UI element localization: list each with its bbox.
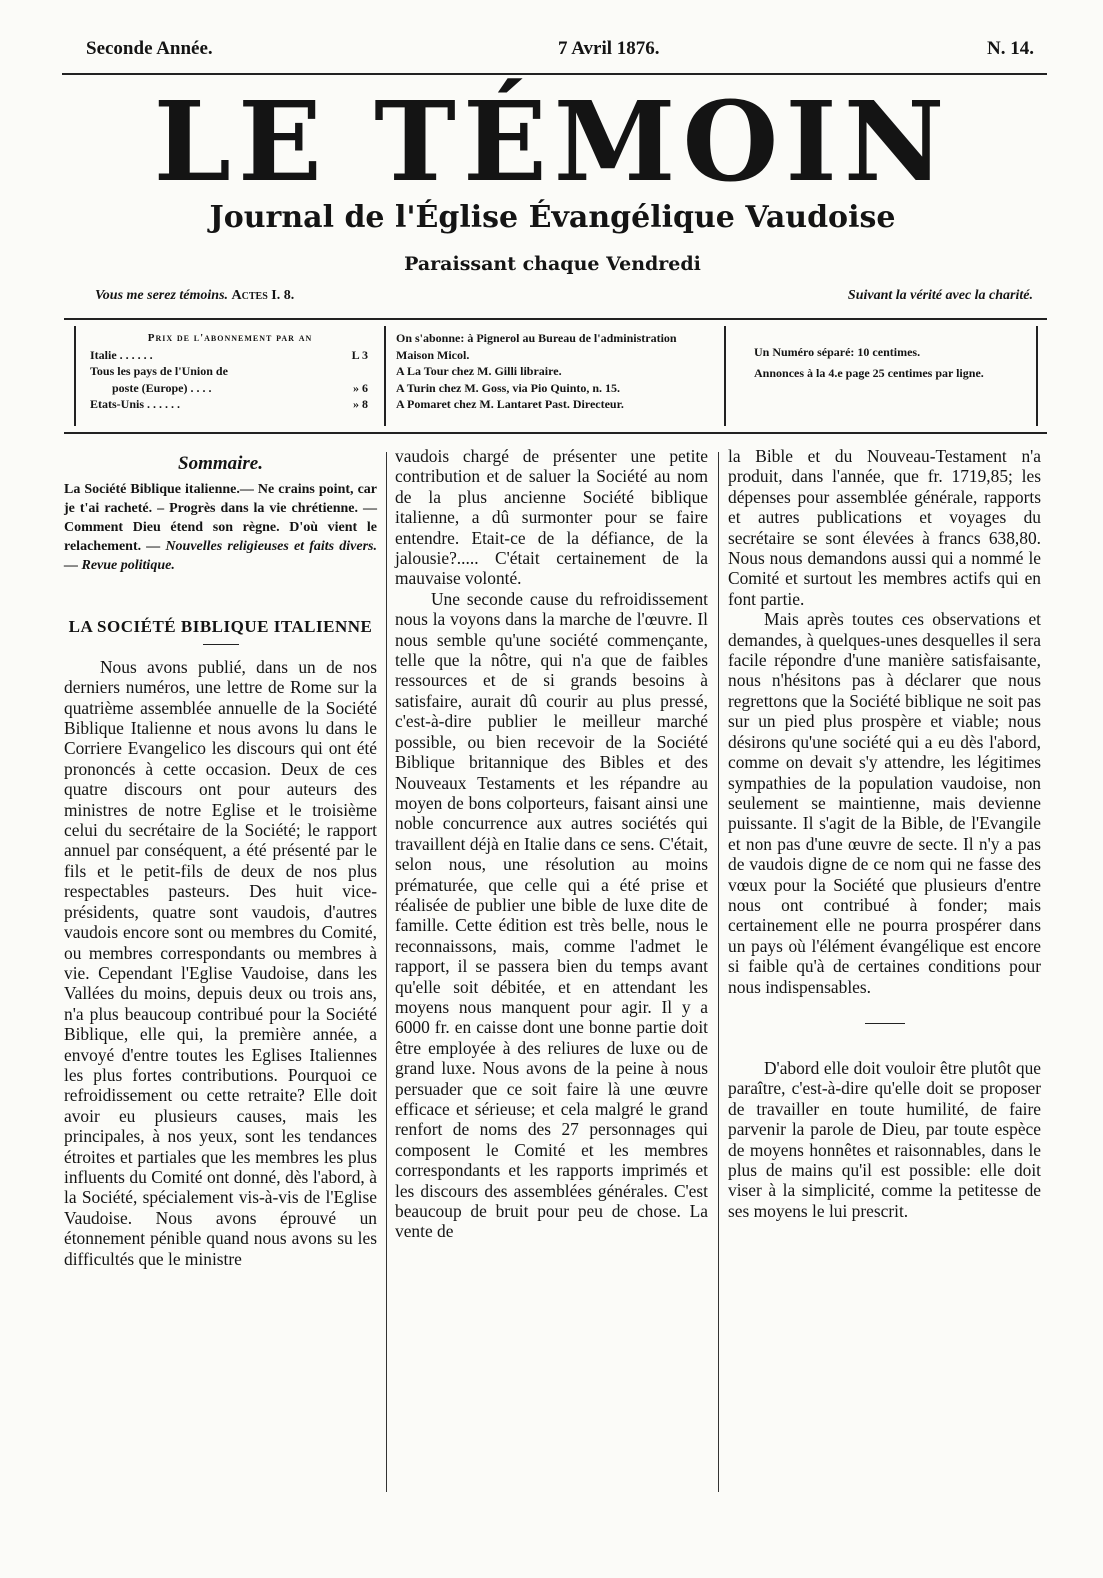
motto-right: Suivant la vérité avec la charité.: [847, 288, 1033, 303]
subscription-prices: [90, 330, 370, 413]
sommaire-text: La Société Biblique italienne.— Ne crains point, car je t'ai racheté. – Progrès dans la vie chrétienne. — Comment Dieu étend son règne. D'où vient le relachement. — Nouvelles religieuses et faits divers. — Revue politique.: [64, 482, 378, 574]
subscription-offices: [396, 330, 716, 413]
subscription-box: [64, 318, 1047, 434]
column-3: [728, 446, 1041, 1221]
article-title: LA SOCIÉTÉ BIBLIQUE ITALIENNE: [68, 617, 373, 637]
section-dash: [865, 1023, 905, 1024]
box-divider: [74, 326, 76, 426]
box-divider: [1036, 326, 1038, 426]
article-paragraph: la Bible et du Nouveau-Testament n'a produit, dans l'année, que fr. 1719,85; les dépenses pour assemblée générale, rapports et autres publications et voyages du secrétaire se sont élevées à francs 638,80. Nous nous demandons aussi qui a nommé le Comité et surtout les membres actifs qui en font partie.: [728, 446, 1041, 609]
price-row: Tous les pays de l'Union de: [90, 364, 228, 378]
price-line: Annonces à la 4.e page 25 centimes par ligne.: [754, 366, 984, 380]
sommaire-heading: Sommaire.: [178, 453, 263, 474]
office-line: On s'abonne: à Pignerol au Bureau de l'administration Maison Micol.: [396, 331, 677, 362]
publication-frequency: Paraissant chaque Vendredi: [404, 253, 701, 275]
price-line: Un Numéro séparé: 10 centimes.: [754, 345, 921, 359]
article-paragraph: Mais après toutes ces observations et demandes, à quelques-unes desquelles il sera facile répondre d'une manière satisfaisante, nous n'hésitons pas à déclarer que nous regrettons que la Société biblique ne soit pas sur un pied plus prospère et viable; nous désirons qu'une société qui a eu dès l'abord, comme on devait s'y attendre, les légitimes sympathies de la population vaudoise, non seulement se maintienne, mais devienne puissante. Il s'agit de la Bible, de l'Evangile et non pas d'une œuvre de secte. Il n'y a pas de vaudois digne de ce nom qui ne fasse des vœux pour la Société que plusieurs d'entre nous ont contribué à fonder; mais certainement elle ne pourra prospérer dans un pays où l'élément évangélique est encore si faible qu'à de certaines conditions pour nous indispensables.: [728, 609, 1041, 997]
motto-left-text: Vous me serez témoins.: [95, 288, 229, 303]
header-rule: [62, 73, 1047, 75]
subscription-heading: Prix de l'abonnement par an: [147, 332, 313, 344]
masthead-title: LE TÉMOIN: [153, 77, 952, 206]
price-row: poste (Europe) . . . . » 6: [112, 380, 368, 395]
box-divider: [724, 326, 726, 426]
issue-line: [80, 38, 1040, 64]
article-paragraph: Nous avons publié, dans un de nos derniers numéros, une lettre de Rome sur la quatrième assemblée annuelle de la Société Biblique Italienne et nous avons lu dans le Corriere Evangelico les discours qui ont été prononcés à cette occasion. Deux de ces quatre discours ont pour auteurs des ministres de notre Eglise et le troisième celui du secrétaire de la Société; le rapport annuel par conséquent, a été présenté par le fils et le petit-fils de deux de nos plus respectables pasteurs. Des huit vice-présidents, quatre sont vaudois, d'autres vaudois encore sont ou membres du Comité, ou membres correspondants ou membres à vie. Cependant l'Eglise Vaudoise, dans les Vallées du moins, depuis deux ou trois ans, n'a plus beaucoup contribué pour la Société Biblique, elle qui, la première année, a envoyé d'entre toutes les Eglises Italiennes les plus fortes contributions. Pourquoi ce refroidissement ou cette retraite? Elle doit avoir eu plusieurs causes, mais les principales, à nos yeux, sont les tendances étroites et partiales que les membres les plus influents du Comité ont donné, dès l'abord, à la Société, spécialement vis-à-vis de l'Eglise Vaudoise. Nous avons éprouvé un étonnement pénible quand nous avons su les difficultés que le ministre: [64, 656, 377, 1269]
article-paragraph: D'abord elle doit vouloir être plutôt que paraître, c'est-à-dire qu'elle doit se proposer de travailler en toute humilité, de faire parvenir la parole de Dieu, par toute espèce de moyens honnêtes et raisonnables, dans le plus de mains qu'il est possible: elle doit viser à la simplicité, comme la petitesse de ses moyens le lui prescrit.: [728, 1057, 1041, 1221]
issue-date: 7 Avril 1876.: [558, 38, 660, 59]
column-rule: [718, 452, 719, 1492]
column-1: [64, 446, 377, 1269]
article-paragraph: vaudois chargé de présenter une petite contribution et de saluer la Société au nom de la plus ancienne Société biblique italienne, a dû surmonter pour se faire entendre. Etait-ce de la défiance, de la jalousie?..... C'était certainement de la mauvaise volonté.: [395, 446, 708, 589]
box-divider: [384, 326, 386, 426]
column-rule: [386, 452, 387, 1492]
office-line: A Turin chez M. Goss, via Pio Quinto, n. 15.: [396, 380, 621, 395]
issue-number: N. 14.: [987, 38, 1034, 59]
title-dash: [203, 644, 239, 645]
masthead-subtitle: Journal de l'Église Évangélique Vaudoise: [209, 200, 896, 235]
column-2: [395, 446, 708, 1242]
single-issue-prices: [754, 342, 1004, 384]
price-row: Italie . . . . . . L 3: [90, 347, 368, 362]
office-line: A Pomaret chez M. Lantaret Past. Directeur.: [396, 397, 624, 411]
motto-left: [95, 288, 294, 304]
article-paragraph: Une seconde cause du refroidissement nous la voyons dans la marche de l'œuvre. Il nous semble qu'une société commençante, telle que la nôtre, qui n'a que de faibles ressources et de si grands besoins à satisfaire, aurait dû courir au plus pressé, c'est-à-dire publier le meilleur marché possible, ou bien recevoir de la Société Biblique britannique des Bibles et des Nouveaux Testaments et les répandre au moyen de bons colporteurs, faisant ainsi une noble concurrence aux autres sociétés qui travaillent déjà en Italie dans ce sens. C'était, selon nous, une résolution au moins prématurée, que celle qui a été prise et réalisée de publier une bible de luxe dite de famille. Cette édition est très belle, nous le reconnaissons, mais, comme l'admet le rapport, il se passera bien du temps avant qu'elle soit débitée, et en attendant les moyens nous manquent pour agir. Il y a 6000 fr. en caisse dont une bonne partie doit être employée à des reliures de luxe ou de grand luxe. Nous avons de la peine à nous persuader que ce soit faire là une œuvre efficace et sérieuse; et cela malgré le grand renfort de noms des 27 personnages qui composent le Comité et les membres correspondants et les rapports imprimés et les discours des assemblées générales. C'est beaucoup de bruit pour peu de chose. La vente de: [395, 588, 708, 1242]
issue-year: Seconde Année.: [86, 38, 213, 59]
motto-left-reference: Actes I. 8.: [231, 288, 295, 303]
price-row: Etats-Unis . . . . . . » 8: [90, 397, 368, 411]
office-line: A La Tour chez M. Gilli libraire.: [396, 364, 562, 378]
